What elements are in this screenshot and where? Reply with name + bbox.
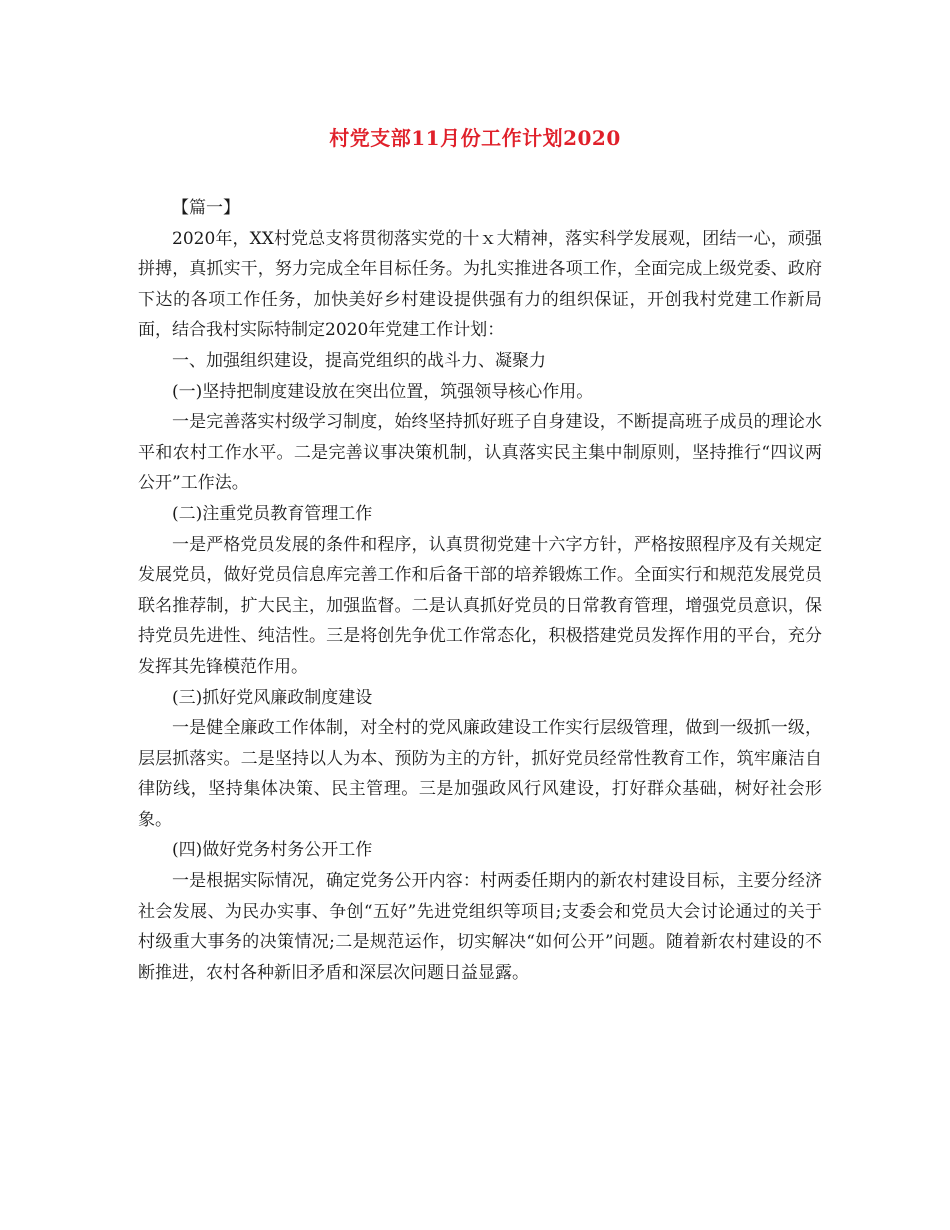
section-marker: 【篇一】 xyxy=(172,198,240,218)
subsection-heading-1: (一)坚持把制度建设放在突出位置，筑强领导核心作用。 xyxy=(172,381,594,402)
body-paragraph: 一是严格党员发展的条件和程序，认真贯彻党建十六字方针，严格按照程序及有关规定发展党员，做好党员信息库完善工作和后备干部的培养锻炼工作。全面实行和规范发展党员联名推荐制，扩大民主，加强监督。二是认真抓好党员的日常教育管理，增强党员意识，保持党员先进性、纯洁性。三是将创先争优工作常态化，积极搭建党员发挥作用的平台，充分发挥其先锋模范作用。 xyxy=(138,534,822,677)
subsection-heading-3: (三)抓好党风廉政制度建设 xyxy=(172,687,373,708)
document-title: 村党支部11月份工作计划2020 xyxy=(329,126,621,150)
document-body xyxy=(138,193,822,988)
body-paragraph: 一是完善落实村级学习制度，始终坚持抓好班子自身建设，不断提高班子成员的理论水平和农村工作水平。二是完善议事决策机制，认真落实民主集中制原则，坚持推行“四议两公开”工作法。 xyxy=(138,412,822,494)
body-paragraph: 一是健全廉政工作体制，对全村的党风廉政建设工作实行层级管理，做到一级抓一级，层层抓落实。二是坚持以人为本、预防为主的方针，抓好党员经常性教育工作，筑牢廉洁自律防线，坚持集体决策、民主管理。三是加强政风行风建设，打好群众基础，树好社会形象。 xyxy=(138,718,822,830)
body-paragraph: 一是根据实际情况，确定党务公开内容：村两委任期内的新农村建设目标，主要分经济社会发展、为民办实事、争创“五好”先进党组织等项目;支委会和党员大会讨论通过的关于村级重大事务的决策情况;二是规范运作，切实解决“如何公开”问题。随着新农村建设的不断推进，农村各种新旧矛盾和深层次问题日益显露。 xyxy=(138,871,822,983)
subsection-heading-4: (四)做好党务村务公开工作 xyxy=(172,840,373,861)
section-heading-1: 一、加强组织建设，提高党组织的战斗力、凝聚力 xyxy=(172,350,546,371)
intro-paragraph: 2020年，XX村党总支将贯彻落实党的十ｘ大精神，落实科学发展观，团结一心，顽强拼搏，真抓实干，努力完成全年目标任务。为扎实推进各项工作，全面完成上级党委、政府下达的各项工作任务，加快美好乡村建设提供强有力的组织保证，开创我村党建工作新局面，结合我村实际特制定2020年党建工作计划： xyxy=(138,228,822,341)
subsection-heading-2: (二)注重党员教育管理工作 xyxy=(172,503,373,524)
